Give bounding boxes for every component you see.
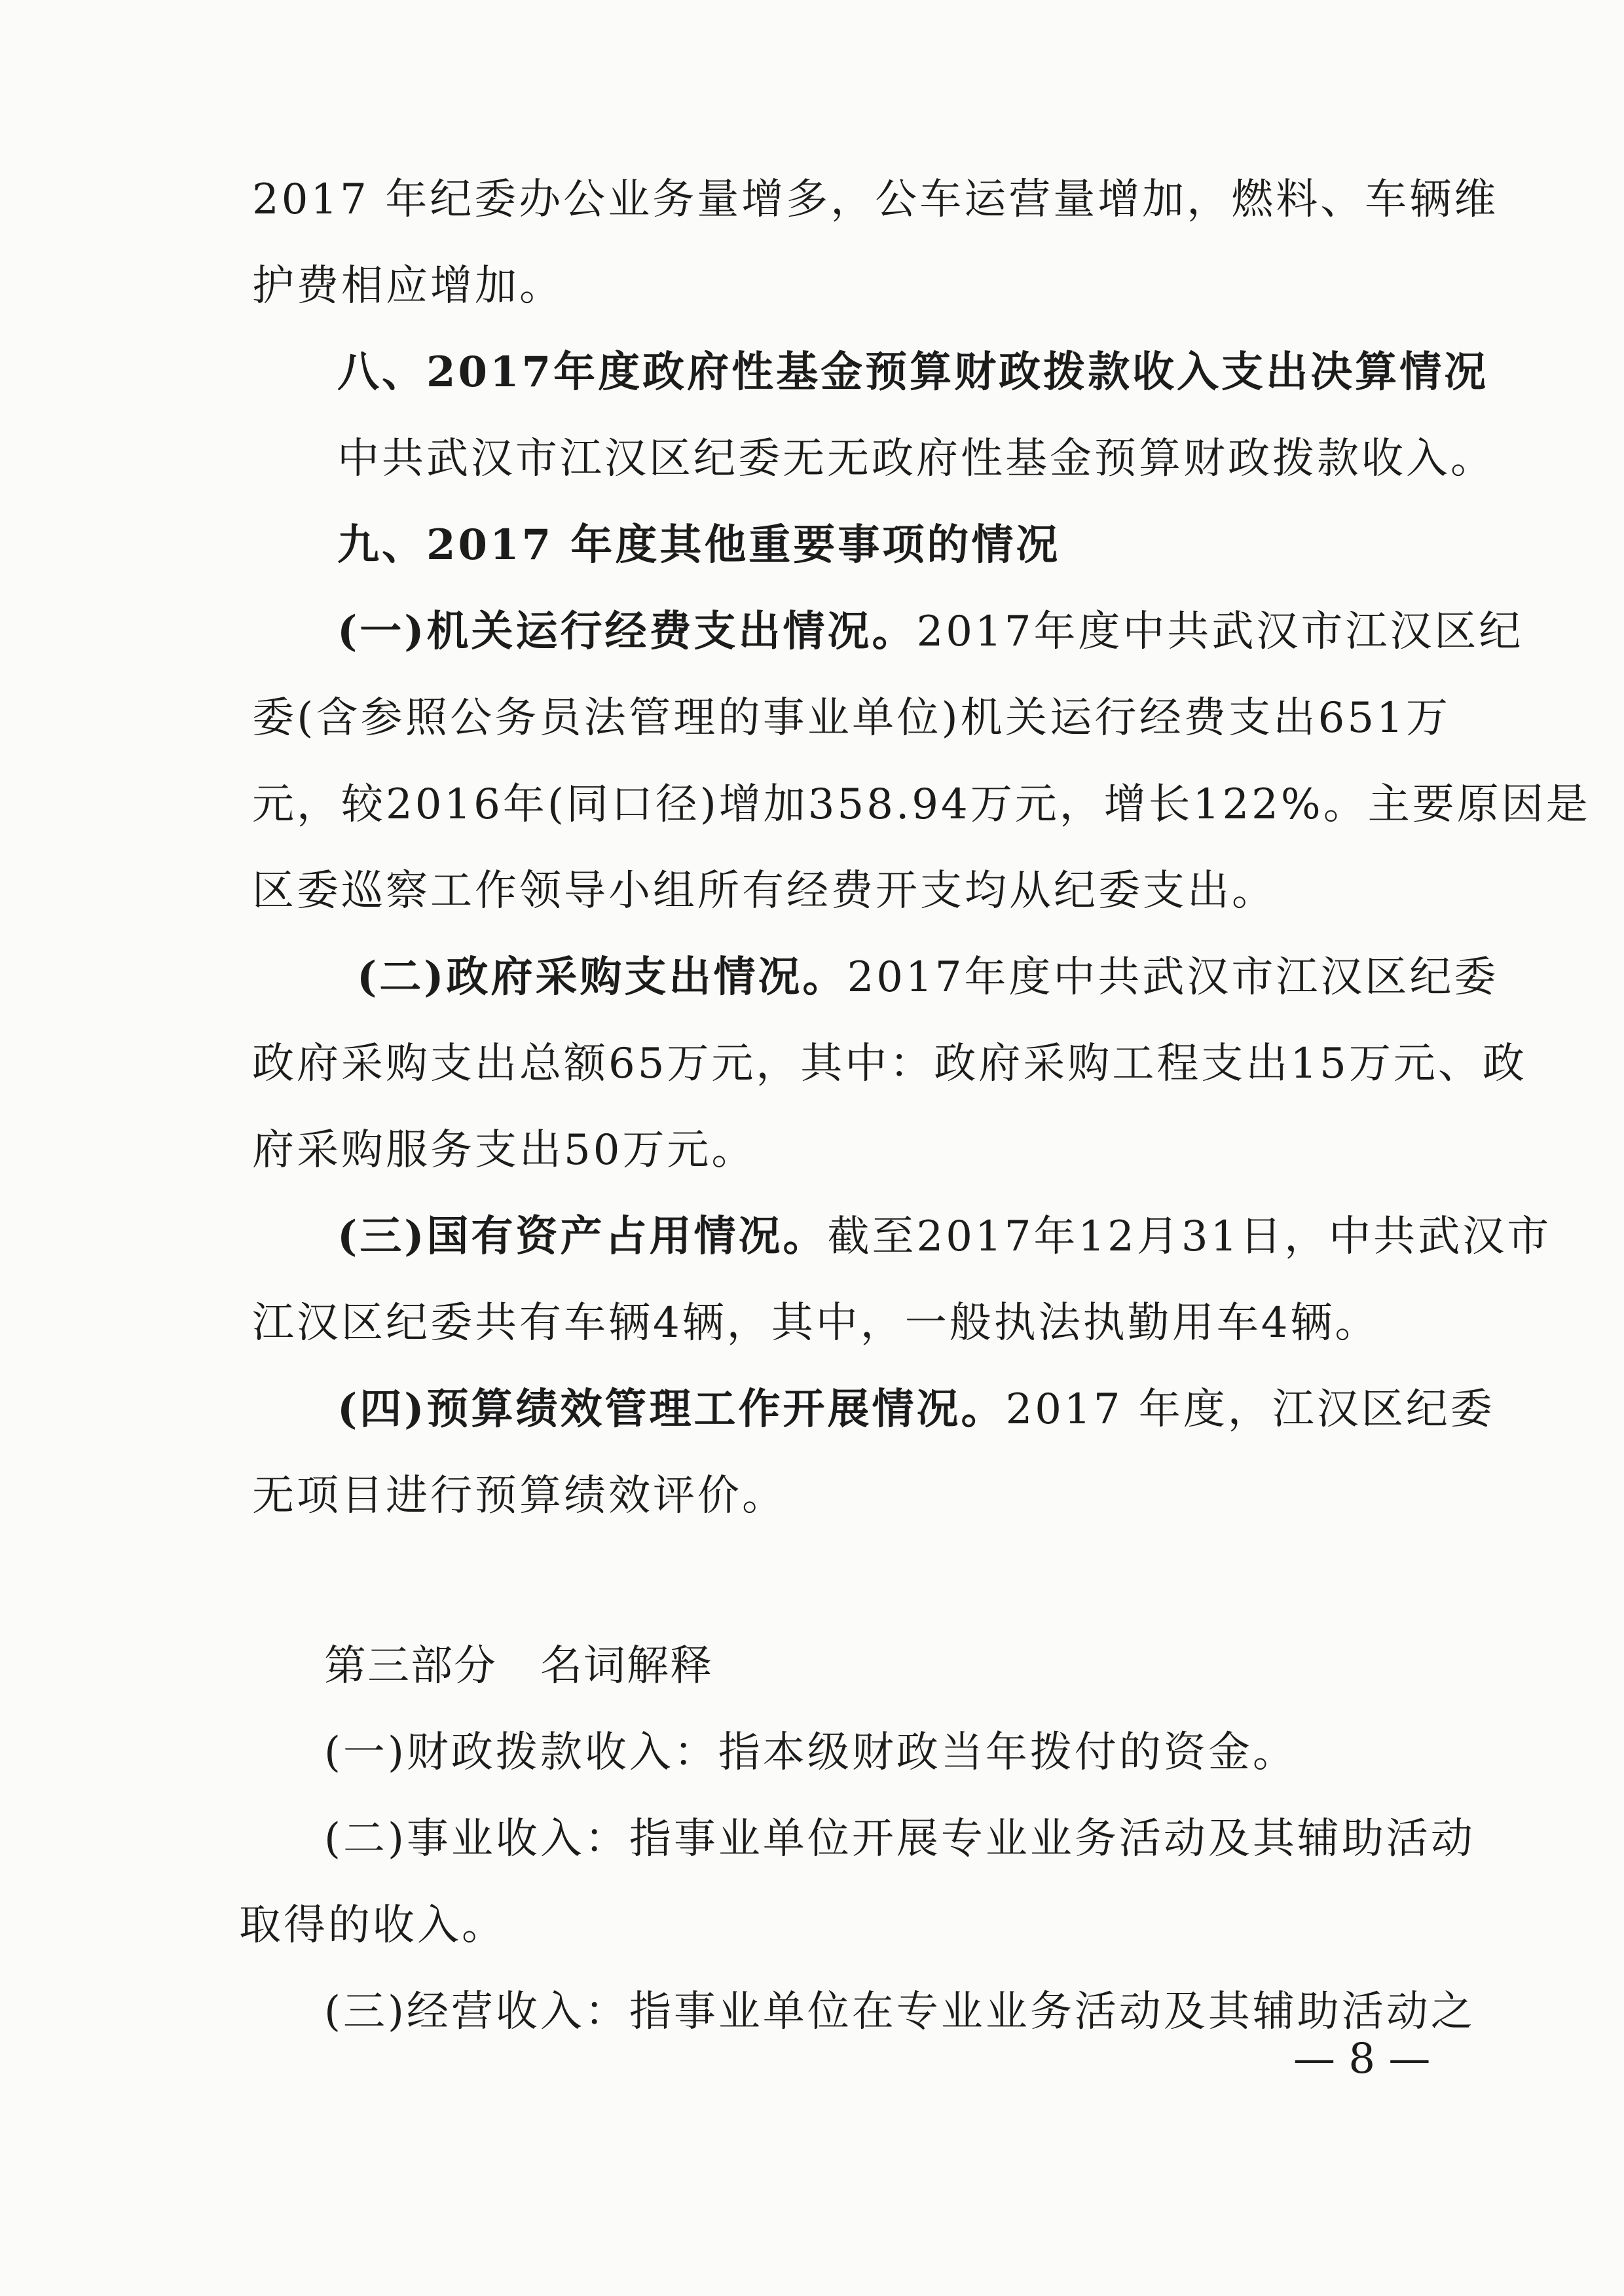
term-line: 取得的收入。 (239, 1901, 506, 1950)
subsection-heading-2: (二)政府采购支出情况。 (357, 953, 847, 1002)
term-line: (二)事业收入：指事业单位开展专业业务活动及其辅助活动 (324, 1815, 1475, 1863)
paragraph-line (337, 1380, 1495, 1439)
text-span: 截至2017年12月31日，中共武汉市 (827, 1212, 1552, 1261)
section-heading-9: 九、2017 年度其他重要事项的情况 (337, 520, 1061, 570)
text-line: 元，较2016年(同口径)增加358.94万元，增长122%。主要原因是 (252, 780, 1591, 829)
paragraph-line (357, 948, 1499, 1007)
subsection-heading-3: (三)国有资产占用情况。 (337, 1212, 828, 1261)
text-span: 2017年度中共武汉市江汉区纪 (916, 608, 1524, 656)
term-line: (三)经营收入：指事业单位在专业业务活动及其辅助活动之 (324, 1988, 1475, 2036)
page-number: — 8 — (1293, 2035, 1431, 2083)
section-heading-8: 八、2017年度政府性基金预算财政拨款收入支出决算情况 (337, 348, 1489, 397)
text-line: 中共武汉市江汉区纪委无无政府性基金预算财政拨款收入。 (337, 435, 1495, 483)
subsection-heading-4: (四)预算绩效管理工作开展情况。 (337, 1385, 1006, 1434)
text-span: 2017 年度，江汉区纪委 (1005, 1385, 1495, 1434)
text-span: 2017年度中共武汉市江汉区纪委 (847, 953, 1499, 1002)
subsection-heading-1: (一)机关运行经费支出情况。 (337, 607, 917, 656)
paragraph-line (337, 602, 1524, 661)
text-line: 委(含参照公务员法管理的事业单位)机关运行经费支出651万 (252, 694, 1450, 742)
text-line: 护费相应增加。 (252, 262, 564, 310)
text-line: 政府采购支出总额65万元，其中：政府采购工程支出15万元、政 (252, 1040, 1527, 1088)
part-three-title: 第三部分 名词解释 (324, 1642, 713, 1690)
text-line: 2017 年纪委办公业务量增多，公车运营量增加，燃料、车辆维 (252, 175, 1499, 224)
paragraph-line (337, 1207, 1552, 1266)
text-line: 区委巡察工作领导小组所有经费开支均从纪委支出。 (252, 867, 1276, 915)
text-line: 江汉区纪委共有车辆4辆，其中，一般执法执勤用车4辆。 (252, 1299, 1380, 1347)
text-line: 无项目进行预算绩效评价。 (252, 1472, 786, 1520)
text-line: 府采购服务支出50万元。 (252, 1126, 756, 1175)
term-line: (一)财政拨款收入：指本级财政当年拨付的资金。 (324, 1728, 1297, 1777)
